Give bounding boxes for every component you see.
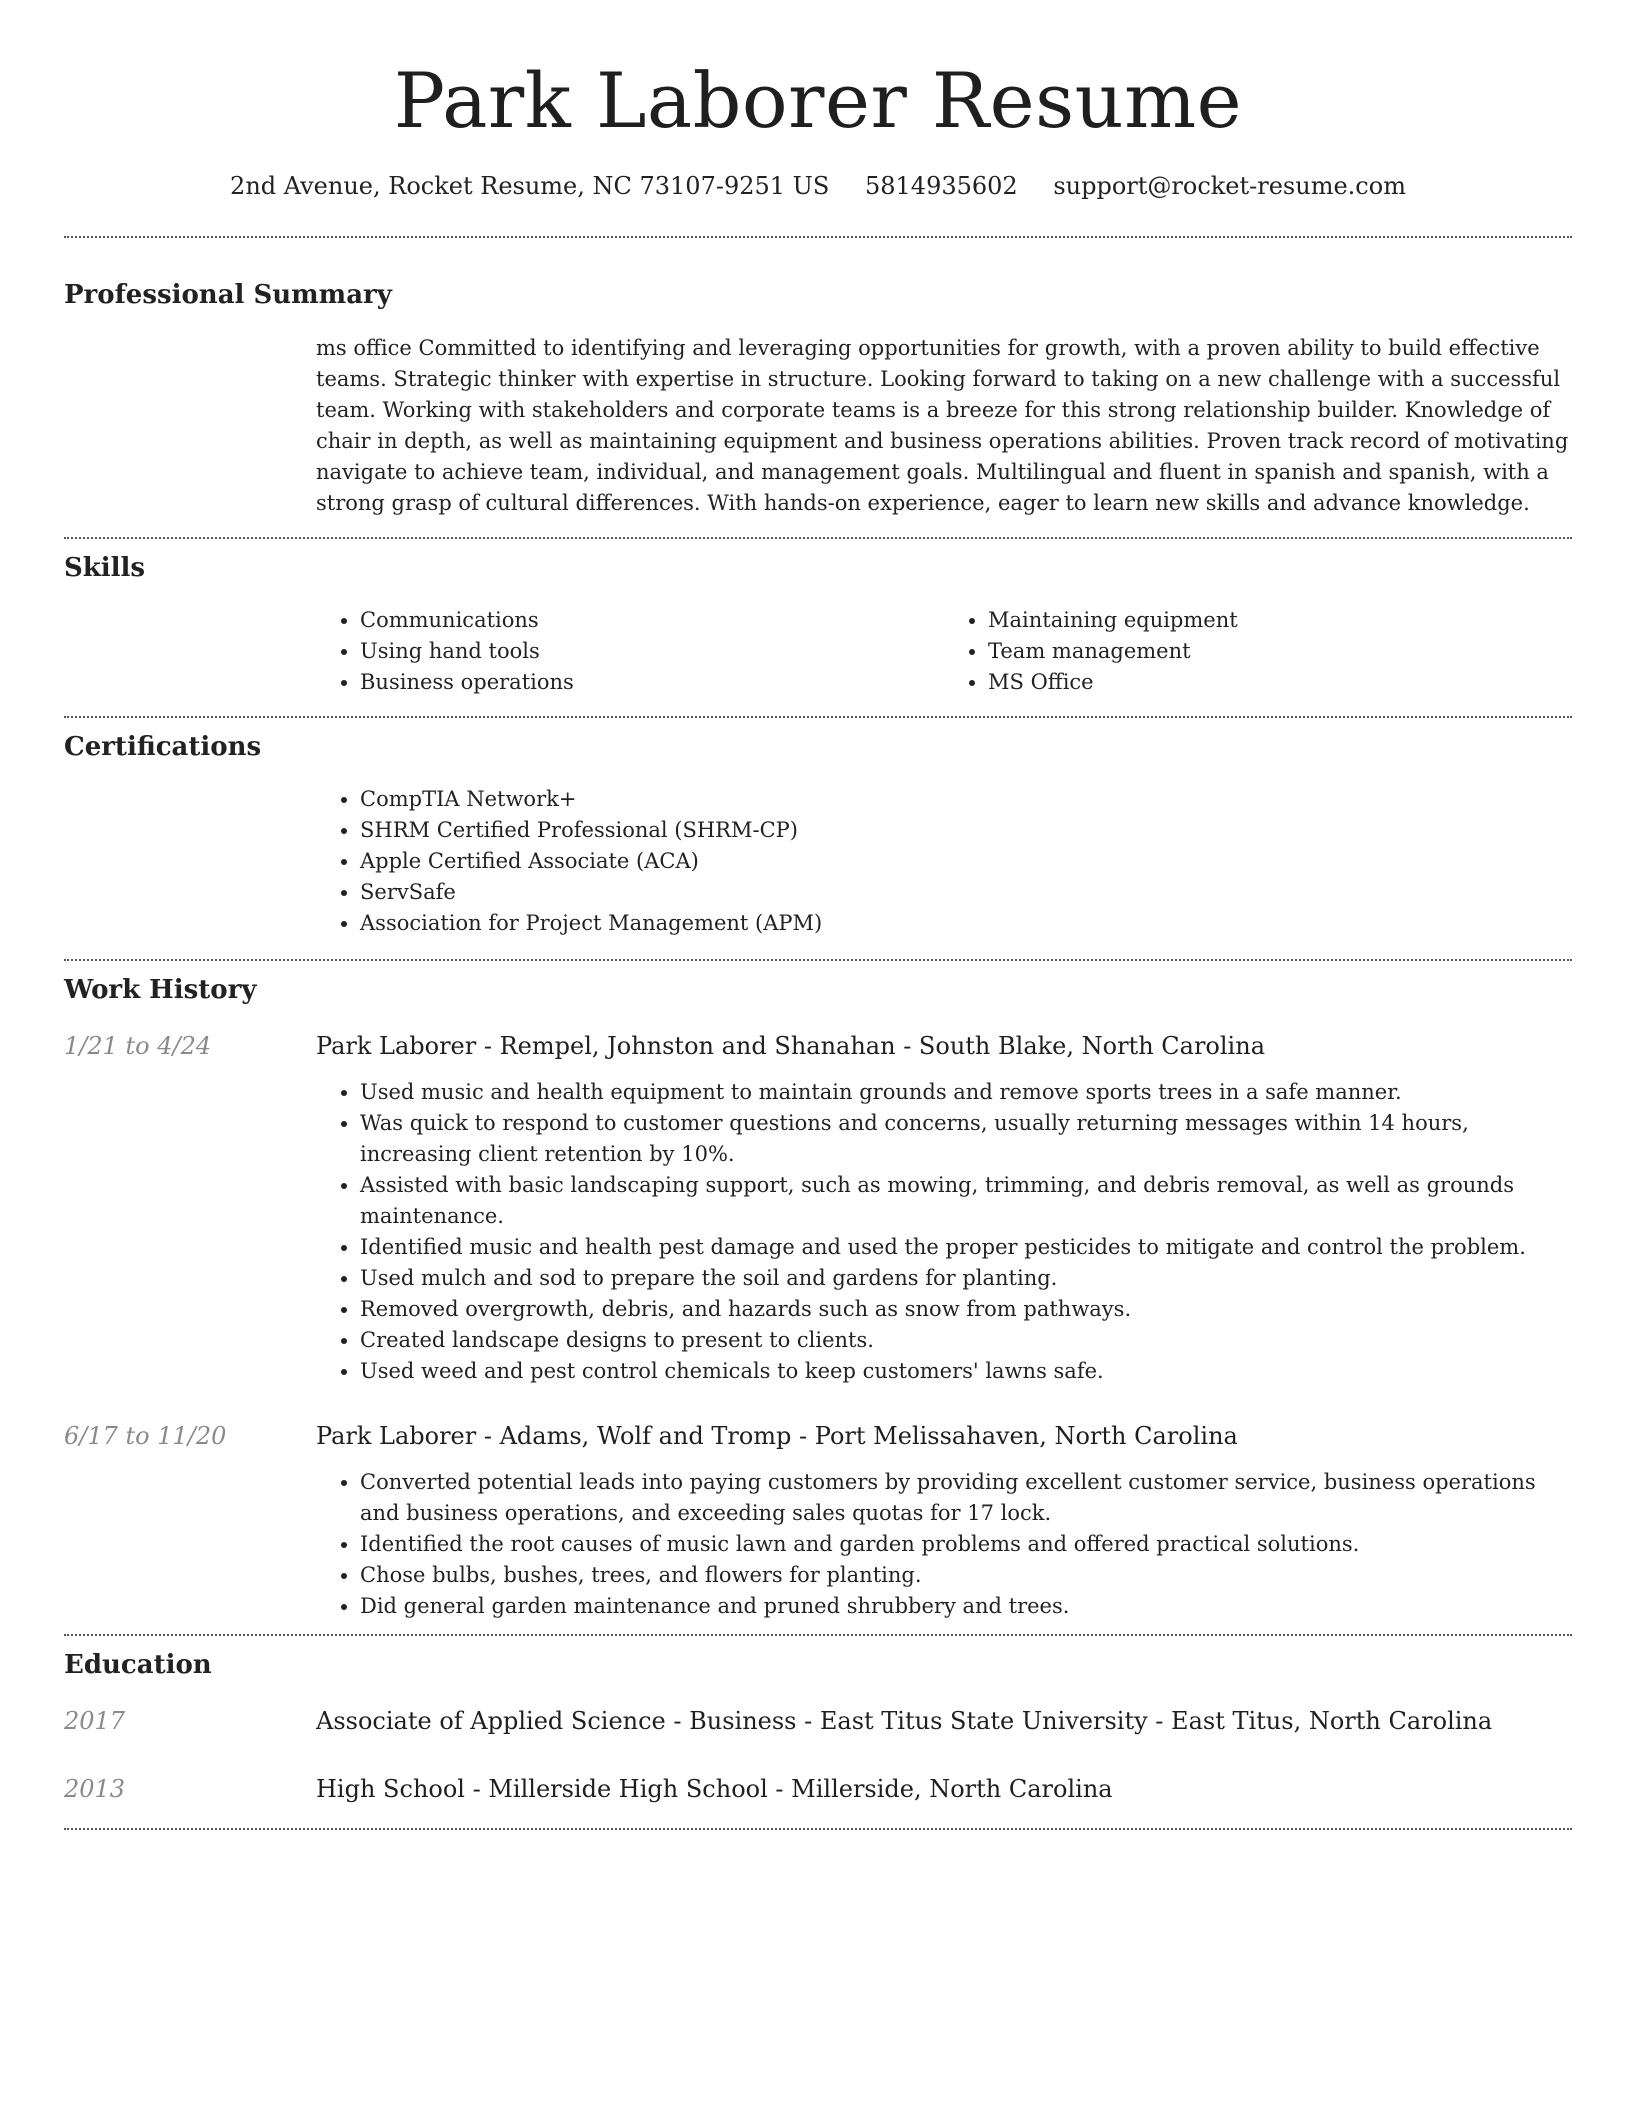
job-bullet: • Removed overgrowth, debris, and hazards such as snow from pathways. (360, 1294, 1572, 1325)
contact-phone: 5814935602 (864, 172, 1018, 200)
education-degree: High School (316, 1775, 465, 1803)
skills-list-left (316, 605, 944, 698)
education-entry (64, 1772, 1572, 1806)
contact-line (64, 170, 1572, 202)
skills-list-right (944, 605, 1572, 698)
skill-item: • Business operations (360, 667, 944, 698)
education-school: - Millerside High School - Millerside, North Carolina (464, 1775, 1113, 1803)
job-bullets (316, 1467, 1572, 1622)
job-bullet: • Did general garden maintenance and pruned shrubbery and trees. (360, 1591, 1572, 1622)
certification-item: • Association for Project Management (APM) (360, 908, 1572, 939)
skill-item: • Team management (988, 636, 1572, 667)
job-bullet: • Used weed and pest control chemicals to keep customers' lawns safe. (360, 1356, 1572, 1387)
divider (64, 236, 1572, 238)
job-entry (64, 1419, 1572, 1622)
summary-section (64, 278, 1572, 519)
certification-item: • ServSafe (360, 877, 1572, 908)
section-title-summary: Professional Summary (64, 280, 392, 310)
job-bullet: • Identified the root causes of music lawn and garden problems and offered practical solutions. (360, 1529, 1572, 1560)
education-entry (64, 1704, 1572, 1738)
job-bullets (316, 1077, 1572, 1387)
job-bullet: • Created landscape designs to present to clients. (360, 1325, 1572, 1356)
job-title (316, 1029, 1572, 1063)
resume-title: Park Laborer Resume (393, 56, 1243, 145)
certification-item: • CompTIA Network+ (360, 784, 1572, 815)
job-bullet: • Used music and health equipment to maintain grounds and remove sports trees in a safe manner. (360, 1077, 1572, 1108)
job-date: 1/21 to 4/24 (64, 1032, 212, 1060)
job-employer: - Rempel, Johnston and Shanahan - South Blake, North Carolina (476, 1032, 1265, 1060)
job-bullet: • Assisted with basic landscaping support, such as mowing, trimming, and debris removal, as well as grounds maintenance. (360, 1170, 1572, 1232)
education-date: 2013 (64, 1775, 126, 1803)
education-title (316, 1704, 1572, 1738)
skill-item: • MS Office (988, 667, 1572, 698)
education-date: 2017 (64, 1707, 126, 1735)
section-title-education: Education (64, 1650, 212, 1680)
skill-item: • Maintaining equipment (988, 605, 1572, 636)
job-bullet: • Identified music and health pest damage and used the proper pesticides to mitigate and control the problem. (360, 1232, 1572, 1263)
skill-item: • Using hand tools (360, 636, 944, 667)
certifications-section (64, 730, 1572, 939)
summary-text: ms office Committed to identifying and leveraging opportunities for growth, with a proven ability to build effective teams. Strategic thinker with expertise in structure. Looking forward to taking on a new challenge with a successful team. Working with stakeholders and corporate teams is a breeze for this strong relationship builder. Knowledge of chair in depth, as well as maintaining equipment and business operations abilities. Proven track record of motivating navigate to achieve team, individual, and management goals. Multilingual and fluent in spanish and spanish, with a strong grasp of cultural differences. With hands-on experience, eager to learn new skills and advance knowledge. (316, 336, 1569, 515)
divider (64, 1828, 1572, 1830)
job-title (316, 1419, 1572, 1453)
job-role: Park Laborer (316, 1032, 477, 1060)
divider (64, 537, 1572, 539)
section-title-work: Work History (64, 975, 257, 1005)
section-title-certifications: Certifications (64, 732, 262, 762)
job-bullet: • Used mulch and sod to prepare the soil and gardens for planting. (360, 1263, 1572, 1294)
certifications-list (316, 784, 1572, 939)
job-bullet: • Was quick to respond to customer questions and concerns, usually returning messages within 14 hours, increasing client retention by 10%. (360, 1108, 1572, 1170)
job-entry (64, 1029, 1572, 1387)
resume-page (64, 0, 1572, 1830)
education-section (64, 1648, 1572, 1806)
job-role: Park Laborer (316, 1422, 477, 1450)
job-bullet: • Chose bulbs, bushes, trees, and flowers for planting. (360, 1560, 1572, 1591)
education-degree: Associate of Applied Science - Business (316, 1707, 797, 1735)
divider (64, 716, 1572, 718)
contact-address: 2nd Avenue, Rocket Resume, NC 73107-9251 US (230, 172, 830, 200)
job-employer: - Adams, Wolf and Tromp - Port Melissahaven, North Carolina (476, 1422, 1238, 1450)
divider (64, 959, 1572, 961)
education-title (316, 1772, 1572, 1806)
skill-item: • Communications (360, 605, 944, 636)
contact-email: support@rocket-resume.com (1053, 172, 1406, 200)
job-bullet: • Converted potential leads into paying customers by providing excellent customer service, business operations and business operations, and exceeding sales quotas for 17 lock. (360, 1467, 1572, 1529)
section-title-skills: Skills (64, 553, 146, 583)
divider (64, 1634, 1572, 1636)
work-section (64, 973, 1572, 1622)
job-date: 6/17 to 11/20 (64, 1422, 227, 1450)
certification-item: • SHRM Certified Professional (SHRM-CP) (360, 815, 1572, 846)
education-school: - East Titus State University - East Titus, North Carolina (796, 1707, 1493, 1735)
certification-item: • Apple Certified Associate (ACA) (360, 846, 1572, 877)
skills-section (64, 551, 1572, 698)
